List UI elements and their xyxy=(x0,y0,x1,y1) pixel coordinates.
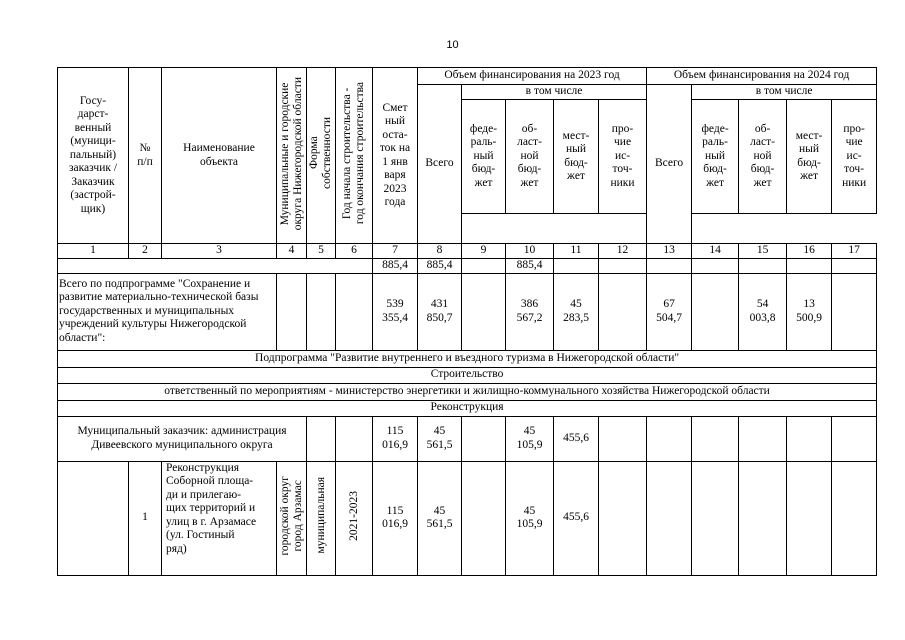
customer-c10: 45 105,9 xyxy=(506,416,554,461)
subtotal-c14 xyxy=(692,273,739,350)
col-number: 17 xyxy=(832,244,877,259)
header-num: № п/п xyxy=(129,68,162,244)
object-municipality-text: городской округ город Арзамас xyxy=(278,476,304,556)
object-c9 xyxy=(462,461,506,575)
col-number: 13 xyxy=(647,244,692,259)
header-other-2023: про- чие ис- точ- ники xyxy=(599,100,647,214)
object-c13 xyxy=(647,461,692,575)
customer-c16 xyxy=(787,416,832,461)
customer-c9 xyxy=(462,416,506,461)
carry-c16 xyxy=(787,259,832,274)
carry-label xyxy=(58,259,373,274)
customer-c15 xyxy=(739,416,787,461)
subtotal-c13: 67 504,7 xyxy=(647,273,692,350)
col-number: 16 xyxy=(787,244,832,259)
header-local-2024: мест- ный бюд- жет xyxy=(787,100,832,214)
subtotal-label: Всего по подпрограмме "Сохранение и развитие материально-технической базы государственных и муниципальных учреждений культуры Нижегородской области": xyxy=(58,273,277,350)
object-c11: 455,6 xyxy=(554,461,599,575)
object-c1 xyxy=(58,461,129,575)
subtotal-c10: 386 567,2 xyxy=(506,273,554,350)
object-c7: 115 016,9 xyxy=(373,461,418,575)
col-number: 2 xyxy=(129,244,162,259)
customer-c12 xyxy=(599,416,647,461)
customer-c11: 455,6 xyxy=(554,416,599,461)
subtotal-c15: 54 003,8 xyxy=(739,273,787,350)
object-row xyxy=(58,461,877,575)
carry-c8: 885,4 xyxy=(418,259,462,274)
object-c17 xyxy=(832,461,877,575)
subprogram-heading: Подпрограмма "Развитие внутреннего и въездного туризма в Нижегородской области" xyxy=(58,350,877,367)
col-number: 5 xyxy=(307,244,336,259)
col-number: 12 xyxy=(599,244,647,259)
carry-c13 xyxy=(647,259,692,274)
object-c15 xyxy=(739,461,787,575)
col-number: 4 xyxy=(277,244,307,259)
financing-table xyxy=(57,67,877,576)
object-c14 xyxy=(692,461,739,575)
header-ownership-text: Форма собственности xyxy=(308,117,333,190)
subtotal-c8: 431 850,7 xyxy=(418,273,462,350)
object-years-text: 2021-2023 xyxy=(347,490,360,541)
subtotal-c12 xyxy=(599,273,647,350)
col-number: 14 xyxy=(692,244,739,259)
header-funding-2023: Объем финансирования на 2023 год xyxy=(418,68,647,85)
header-municipality-text: Муниципальные и городские округа Нижегородской области xyxy=(278,76,304,230)
carry-c14 xyxy=(692,259,739,274)
carry-c7: 885,4 xyxy=(373,259,418,274)
header-including-2024: в том числе xyxy=(692,85,877,100)
header-customer: Госу- дарст- венный (муници- пальный) заказчик / Заказчик (застрой- щик) xyxy=(58,68,129,244)
col-number: 11 xyxy=(554,244,599,259)
header-estimate: Смет ный оста- ток на 1 янв варя 2023 года xyxy=(373,68,418,244)
subtotal-row xyxy=(58,273,877,350)
carry-c11 xyxy=(554,259,599,274)
customer-row xyxy=(58,416,877,461)
header-total-2023: Всего xyxy=(418,85,462,244)
object-ownership xyxy=(307,461,336,575)
customer-c14 xyxy=(692,416,739,461)
col-number: 6 xyxy=(336,244,373,259)
object-ownership-text: муниципальная xyxy=(314,477,327,555)
subtotal-c5 xyxy=(307,273,336,350)
object-years xyxy=(336,461,373,575)
column-numbers-row xyxy=(58,244,877,259)
responsible-heading: ответственный по мероприятиям - министерство энергетики и жилищно-коммунального хозяйства Нижегородской области xyxy=(58,383,877,400)
object-c8: 45 561,5 xyxy=(418,461,462,575)
customer-c5 xyxy=(307,416,336,461)
header-regional-2024: об- ласт- ной бюд- жет xyxy=(739,100,787,214)
object-municipality xyxy=(277,461,307,575)
header-total-2024: Всего xyxy=(647,85,692,244)
object-name: Реконструкция Соборной площа- ди и прилегаю- щих территорий и улиц в г. Арзамасе (ул. Гостиный ряд) xyxy=(162,461,277,575)
col-number: 10 xyxy=(506,244,554,259)
subtotal-c7: 539 355,4 xyxy=(373,273,418,350)
page-number: 10 xyxy=(446,39,459,51)
col-number: 7 xyxy=(373,244,418,259)
col-number: 9 xyxy=(462,244,506,259)
object-c16 xyxy=(787,461,832,575)
customer-label: Муниципальный заказчик: администрация Дивеевского муниципального округа xyxy=(58,416,307,461)
col-number: 15 xyxy=(739,244,787,259)
reconstruction-heading: Реконструкция xyxy=(58,400,877,416)
col-number: 8 xyxy=(418,244,462,259)
carry-c17 xyxy=(832,259,877,274)
construction-heading: Строительство xyxy=(58,367,877,383)
customer-c17 xyxy=(832,416,877,461)
subtotal-c9 xyxy=(462,273,506,350)
customer-c6 xyxy=(336,416,373,461)
object-num: 1 xyxy=(129,461,162,575)
subtotal-c11: 45 283,5 xyxy=(554,273,599,350)
customer-c7: 115 016,9 xyxy=(373,416,418,461)
subtotal-c16: 13 500,9 xyxy=(787,273,832,350)
subtotal-c6 xyxy=(336,273,373,350)
header-name: Наименование объекта xyxy=(162,68,277,244)
carry-c15 xyxy=(739,259,787,274)
header-other-2024: про- чие ис- точ- ники xyxy=(832,100,877,214)
carry-c10: 885,4 xyxy=(506,259,554,274)
subtotal-c4 xyxy=(277,273,307,350)
subtotal-c17 xyxy=(832,273,877,350)
customer-c13 xyxy=(647,416,692,461)
header-years-text: Год начала строительства - год окончания строительства xyxy=(341,82,366,225)
col-number: 3 xyxy=(162,244,277,259)
header-years xyxy=(336,68,373,244)
object-c12 xyxy=(599,461,647,575)
carry-c9 xyxy=(462,259,506,274)
customer-c8: 45 561,5 xyxy=(418,416,462,461)
header-including-2023: в том числе xyxy=(462,85,647,100)
header-local-2023: мест- ный бюд- жет xyxy=(554,100,599,214)
carry-row xyxy=(58,259,877,274)
col-number: 1 xyxy=(58,244,129,259)
header-federal-2023: феде- раль- ный бюд- жет xyxy=(462,100,506,214)
header-funding-2024: Объем финансирования на 2024 год xyxy=(647,68,877,85)
carry-c12 xyxy=(599,259,647,274)
header-municipality xyxy=(277,68,307,244)
header-federal-2024: феде- раль- ный бюд- жет xyxy=(692,100,739,214)
object-c10: 45 105,9 xyxy=(506,461,554,575)
header-ownership xyxy=(307,68,336,244)
header-regional-2023: об- ласт- ной бюд- жет xyxy=(506,100,554,214)
